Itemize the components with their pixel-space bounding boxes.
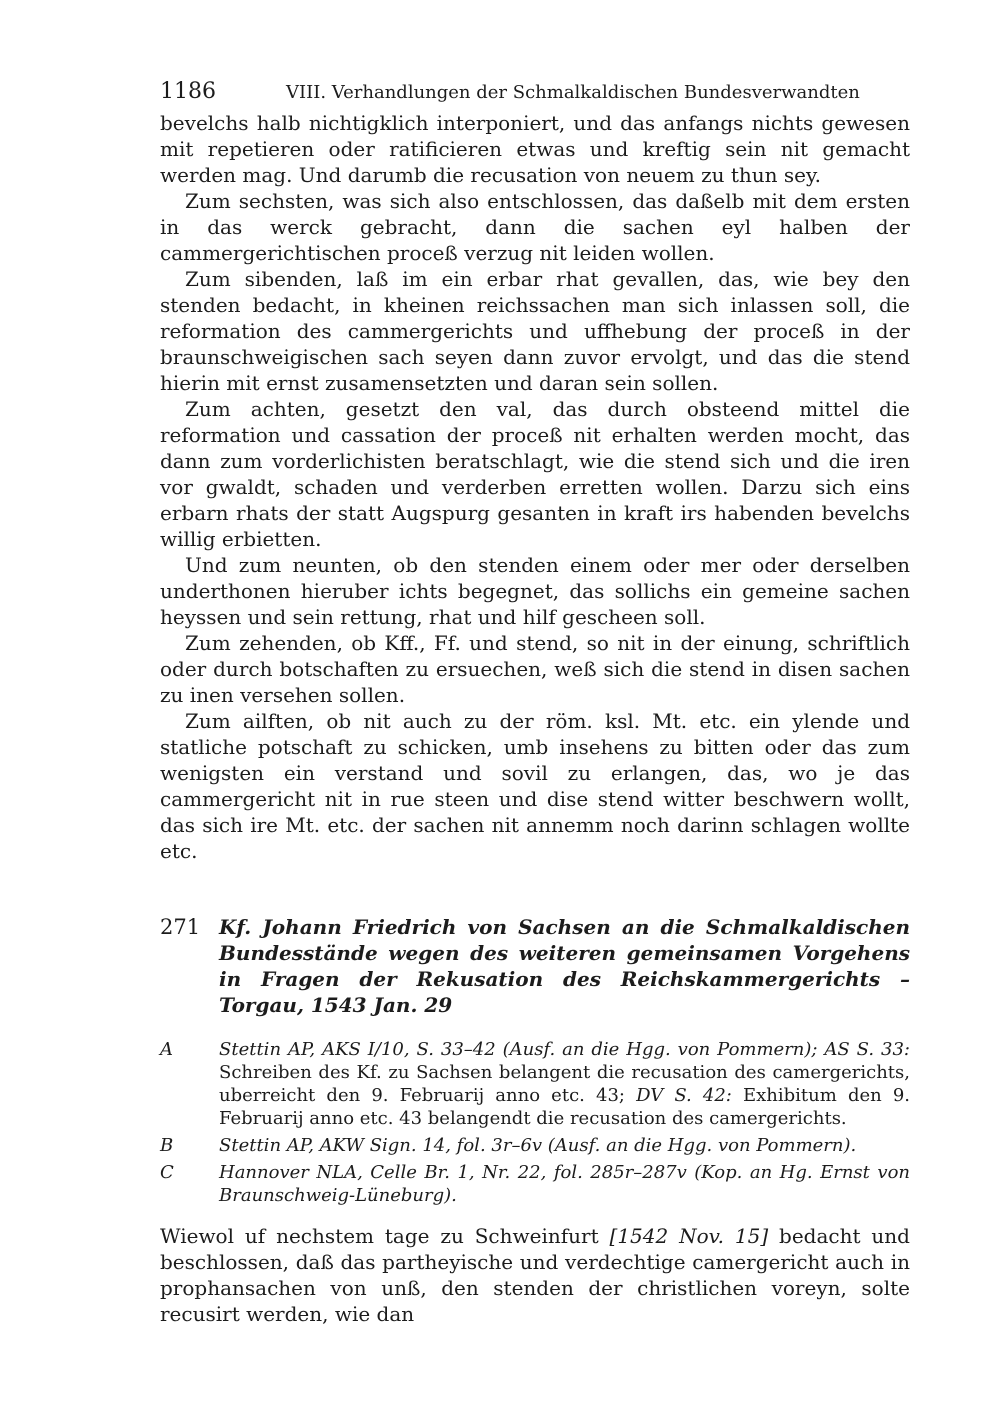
source-archive: Stettin AP, AKW Sign. 14, fol. 3r–6v (Ausf. an die Hgg. von Pommern). (219, 1135, 857, 1156)
paragraph: Zum ailften, ob nit auch zu der röm. ksl. Mt. etc. ein ylende und statliche potschaft zu schicken, umb insehens zu bitten oder das zum wenigsten ein verstand und sovil zu erlangen, das, wo je das cammergericht nit in rue steen und dise stend witter beschwern wollt, das sich ire Mt. etc. der sachen nit annemm noch darinn schlagen wollte etc. (160, 709, 910, 863)
source-archive: Hannover NLA, Celle Br. 1, Nr. 22, fol. 285r–287v (Kop. an Hg. Ernst von Braunschweig-Lüneburg). (219, 1162, 910, 1206)
source-dorsal-label: DV S. 42: (636, 1085, 732, 1106)
source-text (219, 1134, 910, 1157)
running-header (160, 78, 910, 110)
page-number: 1186 (160, 79, 216, 104)
source-note: Schreiben des Kf. zu Sachsen belangent die recusation des camergerichts, uberreicht den 9. Februarij anno etc. 43; (219, 1062, 910, 1106)
document-text (160, 1223, 910, 1327)
source-archive: Stettin AP, AKS I/10, S. 33–42 (Ausf. an die Hgg. von Pommern); AS S. 33: (219, 1039, 910, 1060)
document-heading (160, 914, 910, 1018)
source-siglum: C (160, 1162, 174, 1183)
source-entry (160, 1038, 910, 1130)
paragraph: Zum sechsten, was sich also entschlossen, das daßelb mit dem ersten in das werck gebracht, dann die sachen eyl halben der cammergerichtischen proceß verzug nit leiden wollen. (160, 189, 910, 265)
editorial-date: [1542 Nov. 15] (609, 1224, 769, 1248)
source-text (219, 1161, 910, 1207)
paragraph: Und zum neunten, ob den stenden einem oder mer oder derselben underthonen hieruber ichts begegnet, das sollichs ein gemeine sachen heyssen und sein rettung, rhat und hilf gescheen soll. (160, 553, 910, 629)
paragraph: Zum sibenden, laß im ein erbar rhat gevallen, das, wie bey den stenden bedacht, in kheinen reichssachen man sich inlassen soll, die reformation des cammergerichts und uffhebung der proceß in der braunschweigischen sach seyen dann zuvor ervolgt, und das die stend hierin mit ernst zusamensetzten und daran sein sollen. (160, 267, 910, 395)
text-segment: bedacht und beschlossen, daß das partheyische und verdechtige camergericht auch in prophansachen von unß, den stenden der christlichen voreyn, solte recusirt werden, wie dan (160, 1224, 910, 1326)
paragraph: Zum achten, gesetzt den val, das durch obsteend mittel die reformation und cassation der proceß nit erhalten werden mocht, das dann zum vorderlichisten beratschlagt, wie die stend sich und die iren vor gwaldt, schaden und verderben erretten wollen. Darzu sich eins erbarn rhats der statt Augspurg gesanten in kraft irs habenden bevelchs willig erbietten. (160, 397, 910, 551)
body-text (160, 110, 910, 864)
document-title: Kf. Johann Friedrich von Sachsen an die Schmalkaldischen Bundesstände wegen des weiteren gemeinsamen Vorgehens in Fragen der Rekusation des Reichskammergerichts – Torgau, 1543 Jan. 29 (219, 915, 910, 1017)
paragraph (160, 1223, 910, 1327)
source-text (219, 1038, 910, 1130)
source-entry (160, 1134, 910, 1157)
source-list (160, 1038, 910, 1207)
document-page (160, 78, 910, 1327)
source-siglum: A (160, 1039, 173, 1060)
source-siglum: B (160, 1135, 174, 1156)
paragraph: bevelchs halb nichtigklich interponiert, und das anfangs nichts gewesen mit repetieren oder ratificieren etwas und kreftig sein nit gemacht werden mag. Und darumb die recusation von neuem zu thun sey. (160, 111, 910, 187)
text-segment: Wiewol uf nechstem tage zu Schweinfurt (160, 1224, 610, 1248)
source-entry (160, 1161, 910, 1207)
paragraph: Zum zehenden, ob Kff., Ff. und stend, so nit in der einung, schriftlich oder durch botschaften zu ersuechen, weß sich die stend in disen sachen zu inen versehen sollen. (160, 631, 910, 707)
running-title: VIII. Verhandlungen der Schmalkaldischen Bundesverwandten (286, 82, 860, 103)
source-dorsal-note: Exhibitum den 9. Februarij anno etc. 43 belangendt die recusation des camergerichts. (219, 1085, 911, 1129)
document-number: 271 (160, 915, 201, 939)
